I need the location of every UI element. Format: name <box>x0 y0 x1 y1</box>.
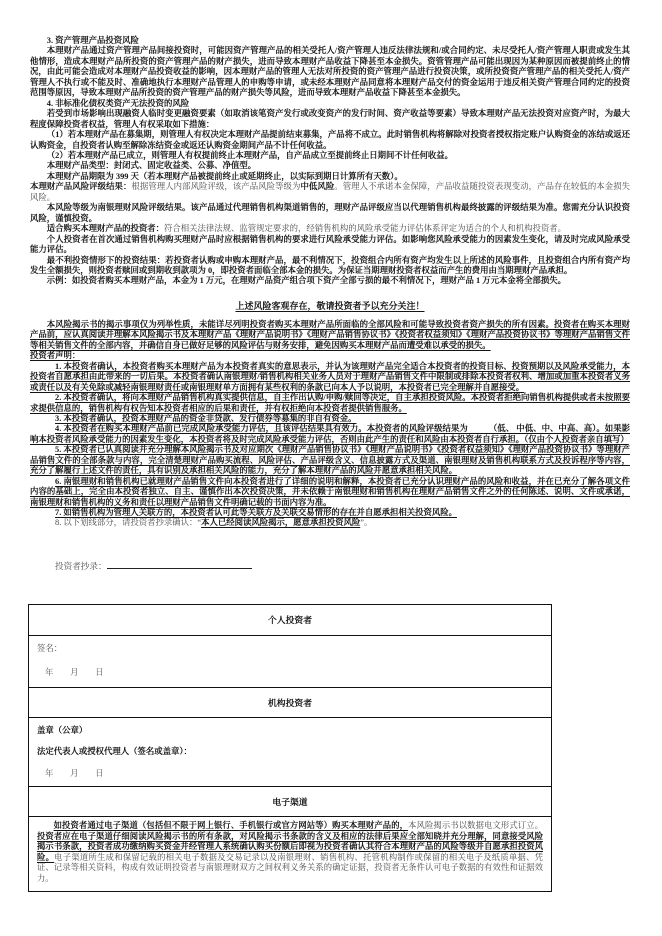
echannel-seg2: 本风险揭示书以数据电文形式订立。 <box>408 820 543 830</box>
echannel-seg4: 电子渠道所生成和保留记载的相关电子数据及交易记录以及南银理财、销售机构、托管机构制作或保留的相关电子及纸质单据、凭证、记录等相关资料，构成有效证明投资者与南银理财双方之间权利义务关系的确定证据，投资者无条件认可电子数据的有效性和证据效力。 <box>37 852 543 883</box>
worst-case-label: 最不利投资情形下的投资结果： <box>46 255 166 265</box>
suitable-label: 适合购买本理财产品的投资者： <box>46 224 165 234</box>
statement-4: 4. 本投资者在购买本理财产品前已完成风险承受能力评估，且该评估结果具有效力。本投资者的风险评级结果为 （低、 中低、中、中高、高）。如果影响本投资者风险承受能力的因素发生变化，本投资者将及时完成风险承受能力评估，否则由此产生的责任和风险由本投资者自行承担。（仅由个人投资者亲自填写） <box>30 424 630 444</box>
suitable-investors-line <box>30 224 630 234</box>
product-term-line: 本理财产品期限为 399 天（若本理财产品被提前终止或延期终止，以实际到期日计算所有天数）。 <box>46 171 403 181</box>
disclosure-paragraph: 本风险揭示书的揭示事项仅为列举性质，未能详尽列明投资者购买本理财产品所面临的全部风险和可能导致投资者资产损失的所有因素。投资者在购买本理财产品前，应认真阅读并理解本风险揭示书及本理财产品《理财产品说明书》《理财产品销售协议书》《投资者权益须知》《理财产品投资协议书》等理财产品销售文件等相关销售文件的全部内容，并确信自身已做好足够的风险评估与财务安排，避免因购买本理财产品而遭受难以承受的损失。 <box>30 319 630 350</box>
statement-8-pre: 8. 以下划线部分，请投资者抄录确认：“ <box>55 518 202 528</box>
product-risk-rating-line <box>30 182 630 203</box>
statement-8-post: ”。 <box>360 518 373 528</box>
worst-case-body: 若投资者认购或申购本理财产品，最不利情况下，投资组合内所有资产均发生以上所述的风险事件，且投资组合内所有资产均发生全额损失，则投资者赎回或到期收到款项为 0，即投资者面临全部本金的损失。为保证当期理财投资者权益而产生的费用由当期理财产品承担。 <box>30 255 631 275</box>
institution-signature-cell[interactable] <box>29 717 551 786</box>
echannel-header <box>29 786 551 816</box>
statement-1: 1. 本投资者确认，本投资者购买本理财产品为本投资者真实的意思表示，并认为该理财产品完全适合本投资者的投资目标、投资预期以及风险承受能力，本投资者自愿承担由此带来的一切后果。本投资者确认南银理财/销售机构相关业务人员对于理财产品销售文件中限制或排除本投资者权利、增加或加重本投资者义务或责任以及有关免除或减轻南银理财责任或南银理财单方面拥有某些权利的条款已向本人予以说明，本投资者已完全理解并自愿接受。 <box>30 361 630 392</box>
worst-case-line <box>30 256 630 277</box>
echannel-seg3: 投资者应在电子渠道仔细阅读风险揭示书的所有条款，对风险揭示书条款的含义及相应的法律后果应全部知晓并充分理解，同意接受风险揭示书条款，投资者成功缴纳购买资金并经管理人系统确认购买份额后即视为投资者确认其符合本理财产品的风险等级并自愿承担投资风险。 <box>37 831 543 862</box>
statement-2: 2. 本投资者确认，将向本理财产品销售机构真实提供信息，自主作出认购/申购/赎回等决定，自主承担投资风险。本投资者拒绝向销售机构提供或者未按照要求提供信息的，销售机构有权告知本投资者相应的后果和责任，并有权拒绝向本投资者提供销售服务。 <box>30 393 630 413</box>
risk-rating-label: 本理财产品风险评级结果： <box>30 182 132 192</box>
echannel-header-label: 电子渠道 <box>272 796 308 807</box>
statement-8 <box>30 518 630 528</box>
institution-date-field[interactable]: 年 月 日 <box>45 768 104 778</box>
institution-investor-header <box>29 687 551 717</box>
suitable-body: 符合相关法律法规、监管规定要求的，经销售机构的风险承受能力评估体系评定为适合的个人和机构投资者。 <box>164 224 567 234</box>
statement-3: 3. 本投资者确认，投资本理财产品的资金非贷款、发行债券等募集的非自有资金。 <box>55 413 357 423</box>
declaration-heading: 投资者声明： <box>30 351 81 361</box>
section4-item1: （1）若本理财产品在募集期，则管理人有权决定本理财产品提前结束募集，产品将不成立。此时销售机构将解除对投资者授权指定账户认购资金的冻结或返还认购资金，自投资者认购至解除冻结资金或返还认购资金期间产品不计任何收益。 <box>30 130 630 150</box>
transcription-label: 投资者抄录： <box>55 560 107 571</box>
institution-investor-header-label: 机构投资者 <box>268 697 312 708</box>
institution-representative-label: 法定代表人或授权代理人（签名或盖章）： <box>37 746 192 756</box>
echannel-paragraph <box>37 821 543 885</box>
individual-signature-cell[interactable] <box>29 635 551 687</box>
signature-label: 签名： <box>37 643 63 653</box>
echannel-cell <box>29 816 551 891</box>
individual-date-field[interactable]: 年 月 日 <box>45 667 104 677</box>
risk-rating-note: 本风险等级为南银理财风险评级结果。该产品通过代理销售机构渠道销售的，理财产品评级应当以代理销售机构最终披露的评级结果为准。您需充分认识投资风险，谨慎投资。 <box>30 203 630 223</box>
risk-rating-post: 。管理人不承诺本金保障，产品收益随投资表现变动，产品存在较低的本金损失风险。 <box>30 182 631 202</box>
section4-intro: 若受到市场影响出现融资人临时变更融资要素（如取消该笔资产发行或改变资产的发行时间、资产收益等要素）导致本理财产品无法投资对应资产时，为最大程度保障投资者权益，管理人有权采取如下措施： <box>30 109 630 129</box>
echannel-seg1: 如投资者通过电子渠道（包括但不限于网上银行、手机银行或官方网站等）购买本理财产品的， <box>53 820 409 830</box>
institution-seal-label: 盖章（公章） <box>37 725 88 735</box>
risk-notice: 上述风险客观存在，敬请投资者予以充分关注！ <box>235 300 425 311</box>
signature-table <box>28 604 552 892</box>
section3-heading: 3. 资产管理产品投资风险 <box>46 36 139 45</box>
transcription-row <box>55 559 630 572</box>
statement-6: 6. 南银理财和销售机构已就理财产品销售文件向本投资者进行了详细的说明和解释，本投资者已充分认识理财产品的风险和收益，并在已充分了解各项文件内容的基础上，完全由本投资者独立、自主、谨慎作出本次投资决策，并未依赖于南银理财和销售机构在理财产品销售文件之外的任何陈述、说明、文件或承诺，南银理财和销售机构的义务和责任以理财产品销售文件明确记载的书面内容为准。 <box>30 476 630 507</box>
transcription-blank-field[interactable] <box>107 559 252 569</box>
statement-5: 5. 本投资者已认真阅读并充分理解本风险揭示书及对应期次《理财产品销售协议书》《理财产品说明书》《投资者权益须知》《理财产品投资协议书》等理财产品销售文件的全部条款与内容，完全清楚理财产品购买流程、风险评估、产品评级含义、信息披露方式及渠道、南银理财及销售机构联系方式及投诉程序等内容，充分了解履行上述文件的责任，具有识别及承担相关风险的能力，充分了解本理财产品的风险并愿意承担相关风险。 <box>30 445 630 476</box>
risk-rating-level: 中低风险 <box>300 182 335 192</box>
product-type-line: 本理财产品类型：封闭式、固定收益类、公募、净值型。 <box>46 161 257 171</box>
statement-7: 7. 如销售机构为管理人关联方的，本投资者认可此等关联方及关联交易情形的存在并自愿承担相关投资风险。 <box>55 508 457 518</box>
statement-8-quote: 本人已经阅读风险揭示，愿意承担投资风险 <box>201 518 361 528</box>
section3-body: 本理财产品通过资产管理产品间接投资时，可能因资产管理产品的相关受托人/资产管理人违反法律法规和/或合同约定、未尽受托人/资产管理人职责或发生其他情形，造成本理财产品所投资的资产管理产品的财产损失，进而导致本理财产品收益下降甚至本金损失。资管管理产品可能出现因为某种原因而被提前终止的情况，由此可能会造成对本理财产品投资收益的影响，因本理财产品的管理人无法对所投资的资产管理产品进行投资决策，或所投资资产管理产品的相关受托人/资产管理人不执行或不能及时、准确地执行本理财产品管理人的申购等申请，或未经本理财产品同意将本理财产品交付的资金运用于违反相关资产管理合同约定的投资范围等原因，导致本理财产品所投资的资产管理产品的财产损失等风险，进而导致本理财产品收益下降甚至本金损失。 <box>30 46 630 98</box>
first-evaluation-line: 个人投资者在首次通过销售机构购买理财产品时应根据销售机构的要求进行风险承受能力评估。如影响您风险承受能力的因素发生变化，请及时完成风险承受能力评估。 <box>30 234 630 255</box>
section4-item2: （2）若本理财产品已成立，则管理人有权提前终止本理财产品，自产品成立至提前终止日期间不计任何收益。 <box>46 150 453 160</box>
risk-rating-pre: 根据管理人内部风险评级，该产品风险等级为 <box>131 182 301 192</box>
section4-heading: 4. 非标准化债权类资产无法投资的风险 <box>46 98 190 108</box>
individual-investor-header-label: 个人投资者 <box>268 615 312 626</box>
individual-investor-header <box>29 605 551 635</box>
example-line: 示例：如投资者购买本理财产品，本金为 1 万元，在理财产品资产组合项下资产全部亏损的最不利情况下，理财产品 1 万元本金将全部损失。 <box>46 276 567 286</box>
